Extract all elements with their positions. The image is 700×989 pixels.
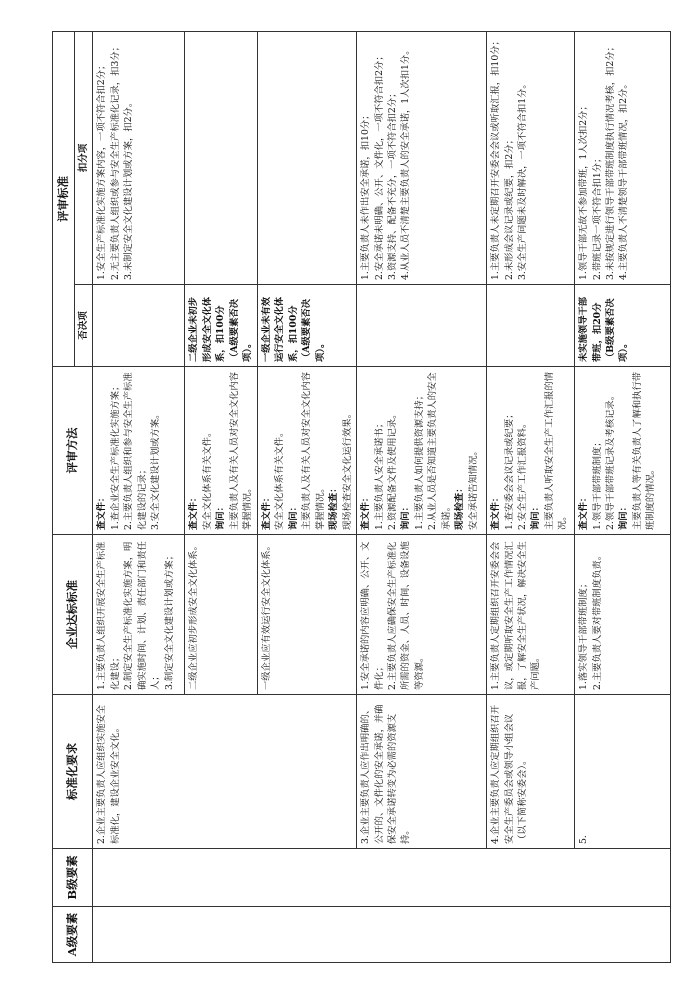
text-line: 查文件： (578, 492, 590, 530)
method-cell (487, 367, 575, 535)
header-criteria: 评审标准 (53, 32, 75, 367)
text-line: 安全承诺告知情况。 (467, 446, 479, 530)
text-line: 4.主要负责人不清楚领导干部带班情况，扣2分。 (618, 79, 630, 280)
text-line: 现场检查安全文化运行效果。 (341, 409, 353, 530)
veto-cell: 未实施领导干部带班，扣20分（B级要素否决项）。 (575, 285, 671, 367)
b-level-cell (93, 849, 671, 907)
requirement-cell: 5. (575, 695, 671, 849)
text-line: 查文件： (260, 492, 272, 530)
text-line: 查文件： (188, 492, 200, 530)
text-line: 1.查企业安全生产标准化实施方案； (109, 381, 121, 530)
header-b-level: B级要素 (53, 849, 93, 907)
text-line: 2.未形成会议记录或纪要，扣2分； (503, 135, 515, 280)
enterprise-cell (575, 535, 671, 695)
text-line: 询问： (618, 502, 630, 530)
text-line: 1.安全承诺的内容应明确、公开、文件化； (360, 541, 385, 690)
method-cell (257, 367, 356, 535)
veto-cell (93, 285, 185, 367)
text-line: 2.带班记录一项不符合扣1分； (591, 153, 603, 280)
method-cell (575, 367, 671, 535)
table-row (575, 32, 671, 963)
method-cell (185, 367, 257, 535)
text-line: 3.安全文化建设计划或方案。 (150, 409, 162, 530)
enterprise-cell (357, 535, 487, 695)
table-row (487, 32, 575, 963)
header-enterprise-standard: 企业达标标准 (53, 535, 93, 695)
text-line: 询问： (530, 502, 542, 530)
deduct-cell (257, 32, 356, 285)
deduct-cell (487, 32, 575, 285)
enterprise-cell (93, 535, 185, 695)
text-line: 1.领导干部带班制度； (591, 437, 603, 530)
text-line: 安全文化体系有关文件。 (274, 427, 286, 530)
text-line: 查文件： (96, 492, 108, 530)
text-line: 查文件： (360, 492, 372, 530)
enterprise-cell: 二级企业应初步形成安全文化体系。 (185, 535, 257, 695)
text-line: 2.领导干部带班记录及考核记录。 (605, 390, 616, 530)
enterprise-cell: 一级企业应有效运行安全文化体系。 (257, 535, 356, 695)
veto-cell (357, 285, 487, 367)
deduct-cell (185, 32, 257, 285)
enterprise-cell: 1.主要负责人定期组织召开安委会会议，或定期听取安全生产工作情况汇报，了解安全生产状况，解决安全生产问题。 (487, 535, 575, 695)
requirement-cell: 3.企业主要负责人应作出明确的、公开的、文件化的安全承诺，并确保安全承诺转变为必需的资源支持。 (357, 695, 487, 849)
text-line: 主要负责人等有关负责人了解和执行带班制度的情况。 (631, 371, 657, 530)
text-line: 主要负责人及有关人员对安全文化内容掌握情况。 (228, 371, 254, 530)
text-line: 主要负责人听取安全生产工作汇报的情况。 (543, 371, 569, 530)
method-cell (357, 367, 487, 535)
text-line: 2.主要负责人应确保安全生产标准化所需的资金、人员、时间、设备设施等资源。 (387, 541, 425, 690)
text-line: 2.制定安全生产标准化实施方案，明确实施时间、计划、责任部门和责任人； (123, 541, 162, 690)
text-line: 询问： (400, 502, 412, 530)
header-veto: 否决项 (74, 285, 93, 367)
text-line: 2.安全承诺未明确、公开、文件化，一项不符合扣2分； (373, 51, 385, 280)
table-row (93, 32, 185, 963)
text-line: 2.主要负责人组织和参与安全生产标准化建设的记录； (123, 372, 148, 530)
text-line: 4.从业人员不清楚主要负责人的安全承诺，1人次扣1分。 (400, 45, 412, 280)
text-line: 1.查安委会会议记录或纪要； (503, 409, 515, 530)
text-line: 2.无主要负责人组织或参与安全生产标准化记录，扣3分； (109, 42, 121, 280)
text-line: 主要负责人及有关人员对安全文化内容掌握情况。 (301, 371, 326, 530)
text-line: 1.落实领导干部带班制度； (578, 578, 590, 690)
text-line: 1.主要负责人未作出安全承诺，扣10分； (360, 110, 372, 280)
standard-table (52, 31, 671, 963)
a-level-cell (93, 907, 671, 963)
header-method: 评审方法 (53, 367, 93, 535)
text-line: 1.主要负责人安全承诺书； (373, 418, 385, 530)
text-line: 3.资源支持、配备不充分，一项不符合扣2分； (387, 88, 398, 280)
text-line: 1.主要负责人如何提供资源支持； (413, 390, 425, 530)
text-line: 2.从业人员是否知道主要负责人的安全承诺。 (427, 372, 452, 530)
text-line: 询问： (287, 502, 299, 530)
text-line: 1.安全生产标准化实施方案内容，一项不符合扣2分； (96, 60, 108, 280)
text-line: 现场检查： (328, 483, 340, 530)
deduct-cell (575, 32, 671, 285)
requirement-cell: 2.企业主要负责人应组织实施安全标准化，建设企业安全文化。 (93, 695, 357, 849)
header-a-level: A级要素 (53, 907, 93, 963)
text-line: 1.领导干部无故不参加带班，1人次扣2分； (578, 101, 590, 280)
table-row (357, 32, 487, 963)
header-deduct: 扣分项 (74, 32, 93, 285)
text-line: 现场检查： (454, 483, 466, 530)
header-row (53, 32, 75, 963)
text-line: 2.安全生产工作汇报资料。 (517, 418, 528, 530)
text-line: 2.资源配备文件及使用记录。 (387, 409, 398, 530)
text-line: 1.主要负责人组织开展安全生产标准化建设； (96, 541, 121, 690)
text-line: 3.未制定安全文化建设计划或方案，扣2分。 (123, 97, 135, 280)
text-line: 2.主要负责人要对带班制度负责。 (591, 550, 603, 690)
text-line: 查文件： (490, 492, 502, 530)
deduct-cell (93, 32, 185, 285)
text-line: 3.制定安全文化建设计划或方案； (163, 550, 175, 690)
header-requirement: 标准化要求 (53, 695, 93, 849)
text-line: 3.未按规定进行领导干部带班制度执行情况考核，扣2分； (605, 42, 616, 280)
veto-cell: 一级企业未有效运行安全文化体系，扣100分（A级要素否决项）。 (257, 285, 356, 367)
text-line: 3.安全生产问题未及时解决，一项不符合扣1分。 (517, 79, 528, 280)
text-line: 安全文化体系有关文件。 (201, 427, 213, 530)
requirement-cell: 4.企业主要负责人应定期组织召开安全生产委员会或领导小组会议（以下简称安委会）。 (487, 695, 575, 849)
veto-cell (487, 285, 575, 367)
deduct-cell (357, 32, 487, 285)
text-line: 1.主要负责人未定期召开安委会会议或听取汇报，扣10分； (490, 36, 502, 280)
veto-cell: 二级企业未初步形成安全文化体系，扣100分（A级要素否决项）。 (185, 285, 257, 367)
method-cell (93, 367, 185, 535)
text-line: 询问： (215, 502, 227, 530)
